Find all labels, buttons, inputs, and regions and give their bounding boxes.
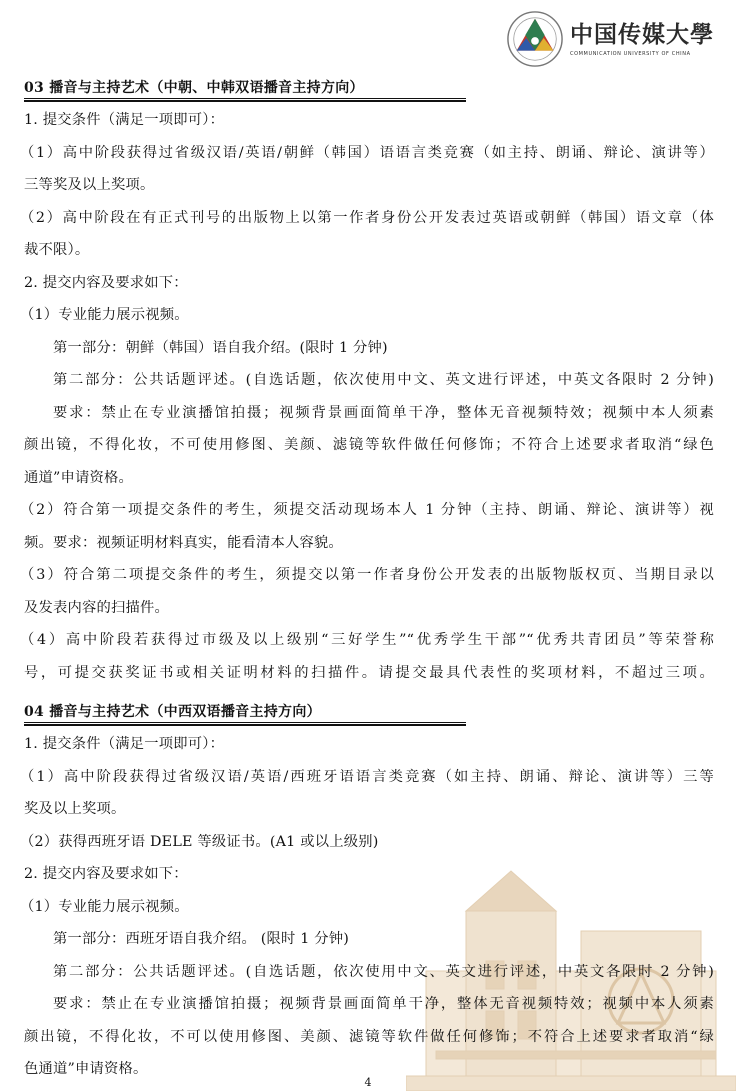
paragraph-line: 2. 提交内容及要求如下： <box>24 866 188 882</box>
paragraph-line: （1）高中阶段获得过省级汉语/英语/西班牙语语言类竞赛（如主持、朗诵、辩论、演讲等）三等 <box>20 768 714 785</box>
paragraph-line: 颜出镜，不得化妆，不可以使用修图、美颜、滤镜等软件做任何修饰；不符合上述要求者取消“绿 <box>24 1028 714 1045</box>
university-logo <box>506 8 714 70</box>
section-04 <box>24 702 714 723</box>
logo-chinese-name: 中国传媒大學 <box>570 21 714 48</box>
paragraph-line: （2）获得西班牙语 DELE 等级证书。(A1 或以上级别) <box>20 833 379 850</box>
paragraph-line: （4）高中阶段若获得过市级及以上级别“三好学生”“优秀学生干部”“优秀共青团员”等荣誉称 <box>20 632 714 648</box>
paragraph-line: 裁不限）。 <box>24 242 90 258</box>
paragraph-line: 第一部分：朝鲜（韩国）语自我介绍。(限时 1 分钟) <box>53 339 388 356</box>
paragraph-line: （1）专业能力展示视频。 <box>20 898 189 915</box>
paragraph-line: 三等奖及以上奖项。 <box>24 177 155 193</box>
paragraph-line: （2）高中阶段在有正式刊号的出版物上以第一作者身份公开发表过英语或朝鲜（韩国）语文章（体 <box>20 209 714 226</box>
paragraph-line: 要求：禁止在专业演播馆拍摄；视频背景画面简单干净，整体无音视频特效；视频中本人须素 <box>53 404 714 421</box>
paragraph-line: 1. 提交条件（满足一项即可）： <box>24 112 225 128</box>
paragraph-line: 频。要求：视频证明材料真实，能看清本人容貌。 <box>24 534 343 551</box>
paragraph-line: （1）专业能力展示视频。 <box>20 307 189 323</box>
paragraph-line: 通道”申请资格。 <box>24 469 133 486</box>
paragraph-line: 奖及以上奖项。 <box>24 801 126 817</box>
paragraph-line: 色通道”申请资格。 <box>24 1061 148 1077</box>
section-03-title: 03 播音与主持艺术（中朝、中韩双语播音主持方向） <box>24 78 466 99</box>
section-03-body <box>20 104 714 689</box>
paragraph-line: （3）符合第二项提交条件的考生，须提交以第一作者身份公开发表的出版物版权页、当期目录以 <box>20 567 714 583</box>
paragraph-line: 第一部分：西班牙语自我介绍。 (限时 1 分钟) <box>53 931 350 947</box>
paragraph-line: 2. 提交内容及要求如下： <box>24 274 188 291</box>
paragraph-line: 第二部分：公共话题评述。(自选话题，依次使用中文、英文进行评述，中英文各限时 2 分钟) <box>53 372 714 388</box>
paragraph-line: （1）高中阶段获得过省级汉语/英语/朝鲜（韩国）语语言类竞赛（如主持、朗诵、辩论、演讲等） <box>20 144 714 161</box>
section-03 <box>24 78 714 99</box>
paragraph-line: 及发表内容的扫描件。 <box>24 599 169 616</box>
paragraph-line: 号，可提交获奖证书或相关证明材料的扫描件。请提交最具代表性的奖项材料，不超过三项。 <box>24 664 714 681</box>
logo-english-name: COMMUNICATION UNIVERSITY OF CHINA <box>570 51 691 57</box>
paragraph-line: 第二部分：公共话题评述。(自选话题，依次使用中文、英文进行评述，中英文各限时 2 分钟) <box>53 963 714 980</box>
paragraph-line: 1. 提交条件（满足一项即可）： <box>24 736 225 752</box>
paragraph-line: 要求：禁止在专业演播馆拍摄；视频背景画面简单干净，整体无音视频特效；视频中本人须素 <box>53 996 714 1012</box>
section-04-title: 04 播音与主持艺术（中西双语播音主持方向） <box>24 702 466 723</box>
university-emblem-icon <box>506 10 564 68</box>
page-number: 4 <box>364 1076 372 1089</box>
section-04-body <box>20 728 714 1086</box>
paragraph-line: 颜出镜，不得化妆，不可使用修图、美颜、滤镜等软件做任何修饰；不符合上述要求者取消“绿色 <box>24 437 714 453</box>
paragraph-line: （2）符合第一项提交条件的考生，须提交活动现场本人 1 分钟（主持、朗诵、辩论、演讲等）视 <box>20 502 714 518</box>
